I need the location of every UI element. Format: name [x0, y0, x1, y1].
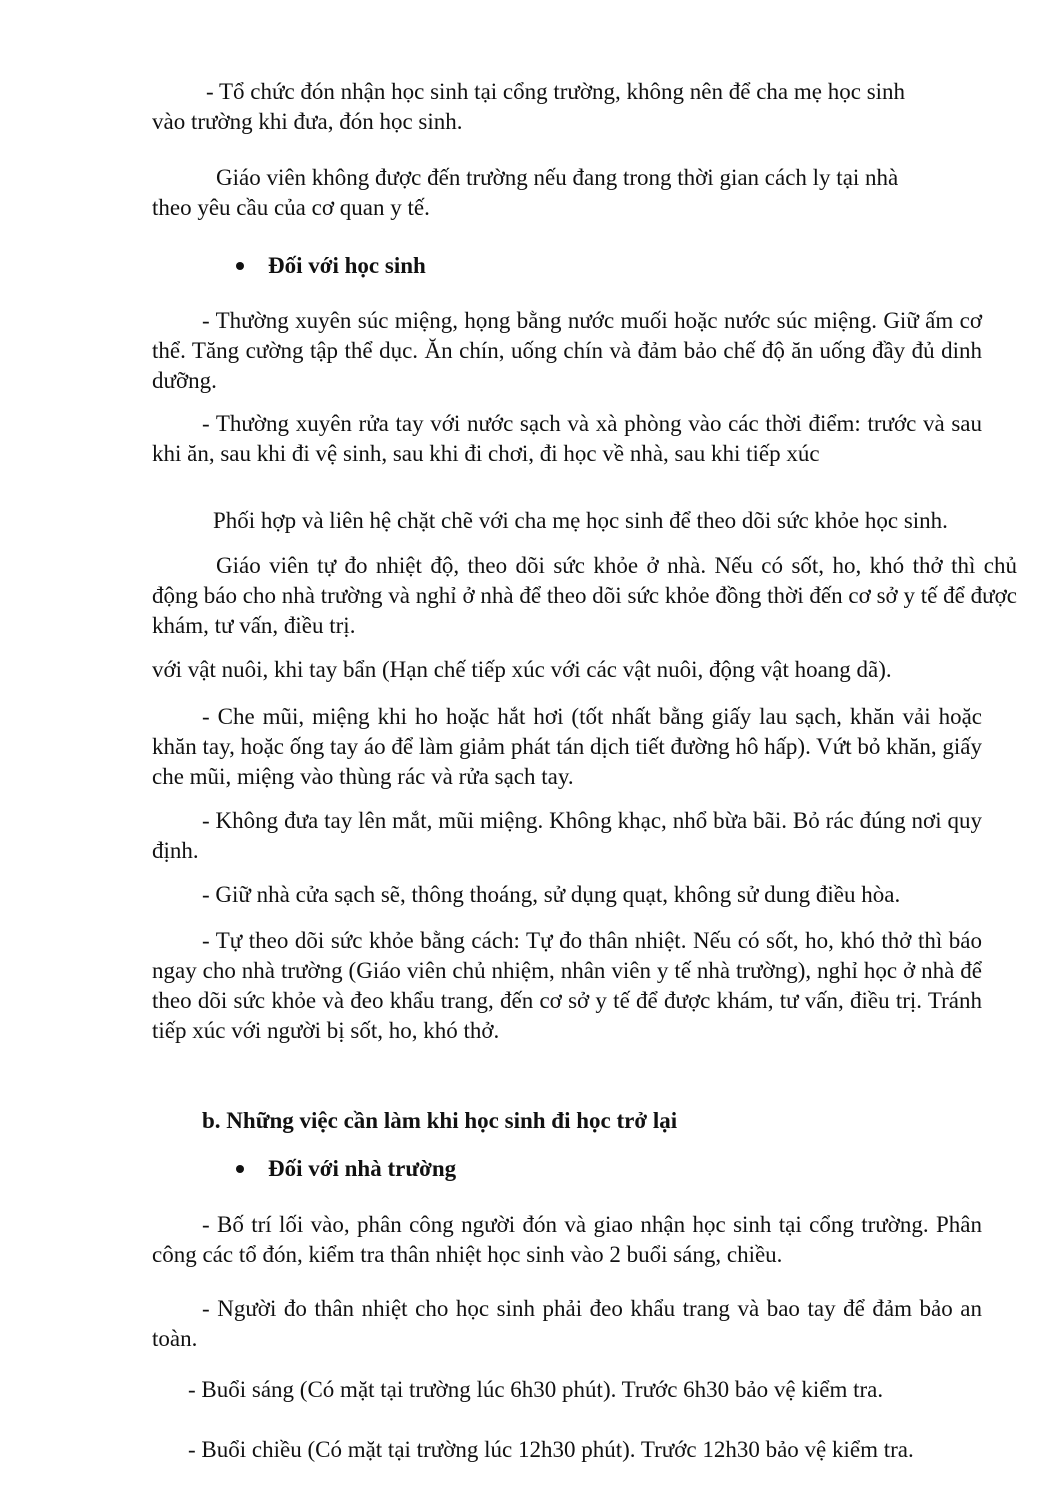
paragraph-self-monitor: - Tự theo dõi sức khỏe bằng cách: Tự đo thân nhiệt. Nếu có sốt, ho, khó thở thì báo ngay cho nhà trường (Giáo viên chủ nhiệm, nhân viên y tế nhà trường), nghỉ học ở nhà để theo dõi sức khỏe và đeo khẩu trang, đến cơ sở y tế để được khám, tư vấn, điều trị. Tránh tiếp xúc với người bị sốt, ho, khó thở.	[152, 928, 982, 1043]
paragraph-gargle: - Thường xuyên súc miệng, họng bằng nước muối hoặc nước súc miệng. Giữ ấm cơ thể. Tăng cường tập thể dục. Ăn chín, uống chín và đảm bảo chế độ ăn uống đầy đủ dinh dưỡng.	[152, 308, 982, 393]
paragraph-teacher-temperature: Giáo viên tự đo nhiệt độ, theo dõi sức khỏe ở nhà. Nếu có sốt, ho, khó thở thì chủ động báo cho nhà trường và nghỉ ở nhà để theo dõi sức khỏe đồng thời đến cơ sở y tế để được khám, tư vấn, điều trị.	[152, 553, 1017, 638]
heading-school: Đối với nhà trường	[268, 1156, 457, 1181]
paragraph-pets: với vật nuôi, khi tay bẩn (Hạn chế tiếp xúc với các vật nuôi, động vật hoang dã).	[152, 657, 892, 682]
paragraph-teacher-quarantine-line1: Giáo viên không được đến trường nếu đang trong thời gian cách ly tại nhà	[216, 165, 899, 190]
paragraph-no-touch-face: - Không đưa tay lên mắt, mũi miệng. Không khạc, nhổ bừa bãi. Bỏ rác đúng nơi quy định.	[152, 808, 982, 863]
paragraph-school-gate-line1: - Tổ chức đón nhận học sinh tại cổng trường, không nên để cha mẹ học sinh	[206, 79, 906, 104]
paragraph-teacher-quarantine-line2: theo yêu cầu của cơ quan y tế.	[152, 195, 430, 220]
paragraph-school-gate-line2: vào trường khi đưa, đón học sinh.	[152, 109, 463, 134]
paragraph-handwash: - Thường xuyên rửa tay với nước sạch và xà phòng vào các thời điểm: trước và sau khi ăn, sau khi đi vệ sinh, sau khi đi chơi, đi học về nhà, sau khi tiếp xúc	[152, 411, 982, 466]
paragraph-morning: - Buổi sáng (Có mặt tại trường lúc 6h30 phút). Trước 6h30 bảo vệ kiểm tra.	[188, 1377, 884, 1402]
paragraph-temperature-checker: - Người đo thân nhiệt cho học sinh phải đeo khẩu trang và bao tay để đảm bảo an toàn.	[152, 1296, 982, 1351]
paragraph-clean-house: - Giữ nhà cửa sạch sẽ, thông thoáng, sử dụng quạt, không sử dung điều hòa.	[202, 882, 901, 907]
heading-students: Đối với học sinh	[268, 253, 426, 278]
paragraph-coordinate-parents: Phối hợp và liên hệ chặt chẽ với cha mẹ học sinh để theo dõi sức khỏe học sinh.	[213, 508, 948, 533]
paragraph-afternoon: - Buổi chiều (Có mặt tại trường lúc 12h30 phút). Trước 12h30 bảo vệ kiểm tra.	[188, 1437, 914, 1462]
bullet-icon	[236, 262, 244, 270]
heading-section-b: b. Những việc cần làm khi học sinh đi học trở lại	[202, 1108, 678, 1133]
paragraph-entrance: - Bố trí lối vào, phân công người đón và giao nhận học sinh tại cổng trường. Phân công các tổ đón, kiểm tra thân nhiệt học sinh vào 2 buổi sáng, chiều.	[152, 1212, 982, 1267]
paragraph-cover-mouth: - Che mũi, miệng khi ho hoặc hắt hơi (tốt nhất bằng giấy lau sạch, khăn vải hoặc khăn tay, hoặc ống tay áo để làm giảm phát tán dịch tiết đường hô hấp). Vứt bỏ khăn, giấy che mũi, miệng vào thùng rác và rửa sạch tay.	[152, 704, 982, 789]
bullet-icon	[236, 1165, 244, 1173]
